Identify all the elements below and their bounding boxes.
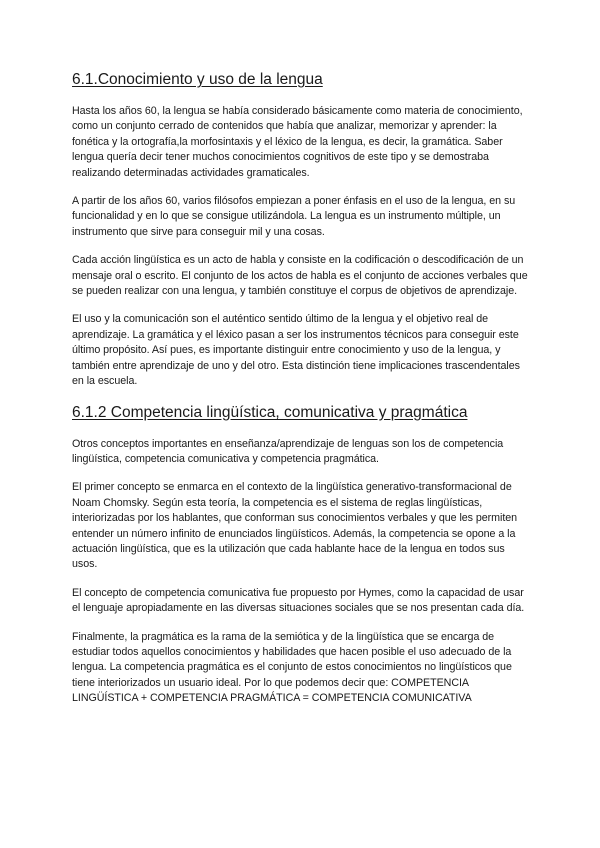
- paragraph: Finalmente, la pragmática es la rama de la semiótica y de la lingüística que se encarga de estudiar todos aquellos conocimientos y habilidades que hacen posible el uso adecuado de la lengua. La competencia pragmática es el conjunto de estos conocimientos no lingüísticos que tiene interiorizados un usuario ideal. Por lo que podemos decir que: COMPETENCIA LINGÜÍSTICA + COMPETENCIA PRAGMÁTICA = COMPETENCIA COMUNICATIVA: [72, 630, 512, 705]
- paragraph: Otros conceptos importantes en enseñanza/aprendizaje de lenguas son los de competencia lingüística, competencia comunicativa y competencia pragmática.: [72, 437, 504, 465]
- paragraph: El concepto de competencia comunicativa fue propuesto por Hymes, como la capacidad de usar el lenguaje apropiadamente en las diversas situaciones sociales que se nos presentan cada día.: [72, 586, 525, 615]
- paragraph: A partir de los años 60, varios filósofos empiezan a poner énfasis en el uso de la lengua, en su funcionalidad y en lo que se consigue utilizándola. La lengua es un instrumento múltiple, un instrumento que sirve para conseguir mil y una cosas.: [72, 195, 516, 238]
- section-heading-competencia: 6.1.2 Competencia lingüística, comunicativa y pragmática: [72, 403, 468, 421]
- paragraph: El primer concepto se enmarca en el contexto de la lingüística generativo-transformacional de Noam Chomsky. Según esta teoría, la competencia es el sistema de reglas lingüísticas, interiorizadas por los hablantes, que conforman sus conocimientos verbales y que les permiten entender un número infinito de enunciados lingüísticos. Además, la competencia se opone a la actuación lingüística, que es la utilización que cada hablante hace de la lengua en todos sus usos.: [72, 481, 518, 571]
- paragraph: El uso y la comunicación son el auténtico sentido último de la lengua y el objetivo real de aprendizaje. La gramática y el léxico pasan a ser los instrumentos técnicos para conseguir este último propósito. Así pues, es importante distinguir entre conocimiento y uso de la lengua, y también entre aprendizaje de uno y del otro. Esta distinción tiene implicaciones trascendentales en la escuela.: [72, 313, 520, 388]
- paragraph: Hasta los años 60, la lengua se había considerado básicamente como materia de conocimiento, como un conjunto cerrado de contenidos que había que analizar, memorizar y aprender: la fonética y la ortografía,la morfosintaxis y el léxico de la lengua, es decir, la gramática. Saber lengua quería decir tener muchos conocimientos cognitivos de este tipo y se demostraba realizando determinadas actividades gramaticales.: [72, 105, 523, 179]
- paragraph: Cada acción lingüística es un acto de habla y consiste en la codificación o descodificación de un mensaje oral o escrito. El conjunto de los actos de habla es el conjunto de acciones verbales que se pueden realizar con una lengua, y también constituye el corpus de objetivos de aprendizaje.: [72, 254, 528, 298]
- section-heading-conocimiento-uso: 6.1.Conocimiento y uso de la lengua: [72, 71, 323, 88]
